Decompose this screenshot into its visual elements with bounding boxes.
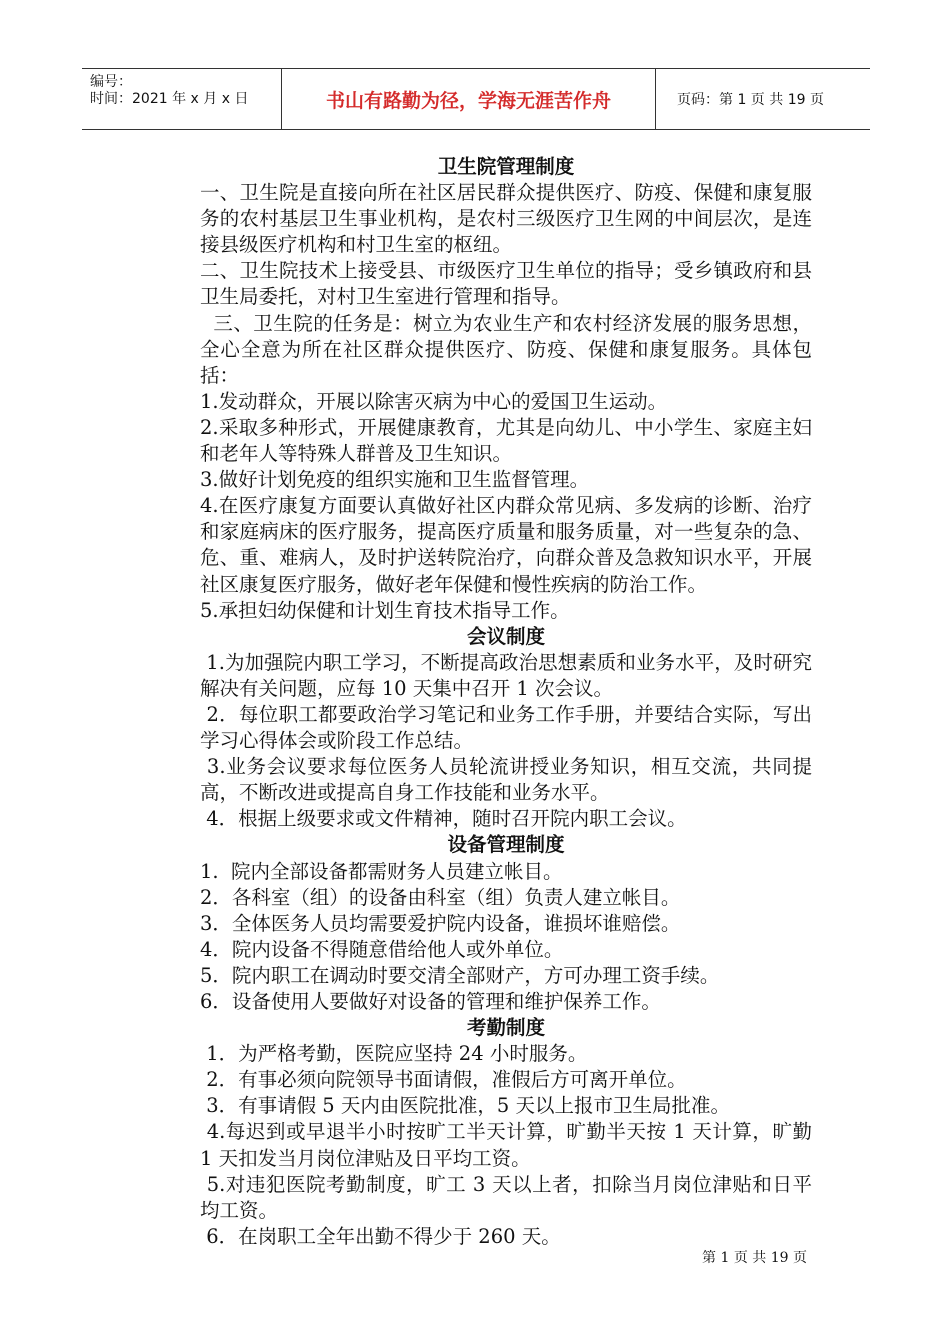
paragraph: 2．每位职工都要政治学习笔记和业务工作手册，并要结合实际，写出学习心得体会或阶段工作总结。 bbox=[200, 702, 812, 753]
header-page-info bbox=[665, 69, 870, 129]
paragraph: 1．为严格考勤，医院应坚持 24 小时服务。 bbox=[200, 1042, 588, 1066]
paragraph: 一、卫生院是直接向所在社区居民群众提供医疗、防疫、保健和康复服务的农村基层卫生事业机构，是农村三级医疗卫生网的中间层次，是连接县级医疗机构和村卫生室的枢纽。 bbox=[200, 181, 812, 257]
document-header bbox=[82, 68, 870, 130]
paragraph: 4.每迟到或早退半小时按旷工半天计算，旷勤半天按 1 天计算，旷勤 1 天扣发当月岗位津贴及日平均工资。 bbox=[200, 1120, 819, 1170]
paragraph: 2.采取多种形式，开展健康教育，尤其是向幼儿、中小学生、家庭主妇和老年人等特殊人群普及卫生知识。 bbox=[200, 415, 812, 466]
paragraph: 1.发动群众，开展以除害灭病为中心的爱国卫生运动。 bbox=[200, 389, 668, 413]
number-label: 编号： bbox=[90, 74, 132, 90]
section-title: 设备管理制度 bbox=[447, 833, 565, 857]
section-title: 会议制度 bbox=[466, 624, 545, 648]
document-body bbox=[200, 154, 819, 1250]
header-motto: 书山有路勤为径，学海无涯苦作舟 bbox=[281, 69, 656, 129]
paragraph: 3．全体医务人员均需要爱护院内设备，谁损坏谁赔偿。 bbox=[200, 911, 681, 935]
paragraph: 三、卫生院的任务是：树立为农业生产和农村经济发展的服务思想，全心全意为所在社区群众提供医疗、防疫、保健和康复服务。具体包括： bbox=[200, 311, 812, 387]
paragraph: 1.为加强院内职工学习，不断提高政治思想素质和业务水平，及时研究解决有关问题，应每 10 天集中召开 1 次会议。 bbox=[200, 650, 813, 700]
header-meta bbox=[82, 69, 280, 129]
paragraph: 3．有事请假 5 天内由医院批准，5 天以上报市卫生局批准。 bbox=[200, 1094, 731, 1118]
paragraph: 4．院内设备不得随意借给他人或外单位。 bbox=[200, 937, 564, 961]
section-title: 考勤制度 bbox=[466, 1016, 545, 1040]
paragraph: 6．设备使用人要做好对设备的管理和维护保养工作。 bbox=[200, 990, 661, 1013]
paragraph: 3.做好计划免疫的组织实施和卫生监督管理。 bbox=[200, 468, 590, 492]
paragraph: 4．根据上级要求或文件精神，随时召开院内职工会议。 bbox=[200, 807, 687, 831]
paragraph: 2．有事必须向院领导书面请假，准假后方可离开单位。 bbox=[200, 1068, 687, 1092]
paragraph: 4.在医疗康复方面要认真做好社区内群众常见病、多发病的诊断、治疗和家庭病床的医疗服务，提高医疗质量和服务质量，对一些复杂的急、危、重、难病人，及时护送转院治疗，向群众普及急救知识水平，开展社区康复医疗服务，做好老年保健和慢性疾病的防治工作。 bbox=[200, 494, 812, 596]
paragraph: 5.承担妇幼保健和计划生育技术指导工作。 bbox=[200, 598, 570, 622]
paragraph: 1. 院内全部设备都需财务人员建立帐目。 bbox=[200, 859, 563, 883]
page-info-text: 页码：第 1 页 共 19 页 bbox=[677, 92, 824, 108]
page-footer: 第 1 页 共 19 页 bbox=[702, 1250, 807, 1266]
paragraph: 二、卫生院技术上接受县、市级医疗卫生单位的指导；受乡镇政府和县卫生局委托，对村卫生室进行管理和指导。 bbox=[200, 259, 812, 309]
paragraph: 5.对违犯医院考勤制度，旷工 3 天以上者，扣除当月岗位津贴和日平均工资。 bbox=[200, 1172, 812, 1222]
paragraph: 5．院内职工在调动时要交清全部财产，方可办理工资手续。 bbox=[200, 963, 720, 987]
paragraph: 6．在岗职工全年出勤不得少于 260 天。 bbox=[200, 1224, 561, 1248]
paragraph: 2．各科室（组）的设备由科室（组）负责人建立帐目。 bbox=[200, 885, 681, 909]
time-label: 时间：2021 年 x 月 x 日 bbox=[90, 91, 249, 107]
paragraph: 3.业务会议要求每位医务人员轮流讲授业务知识，相互交流，共同提高，不断改进或提高自身工作技能和业务水平。 bbox=[200, 755, 812, 805]
section-title: 卫生院管理制度 bbox=[437, 155, 575, 178]
